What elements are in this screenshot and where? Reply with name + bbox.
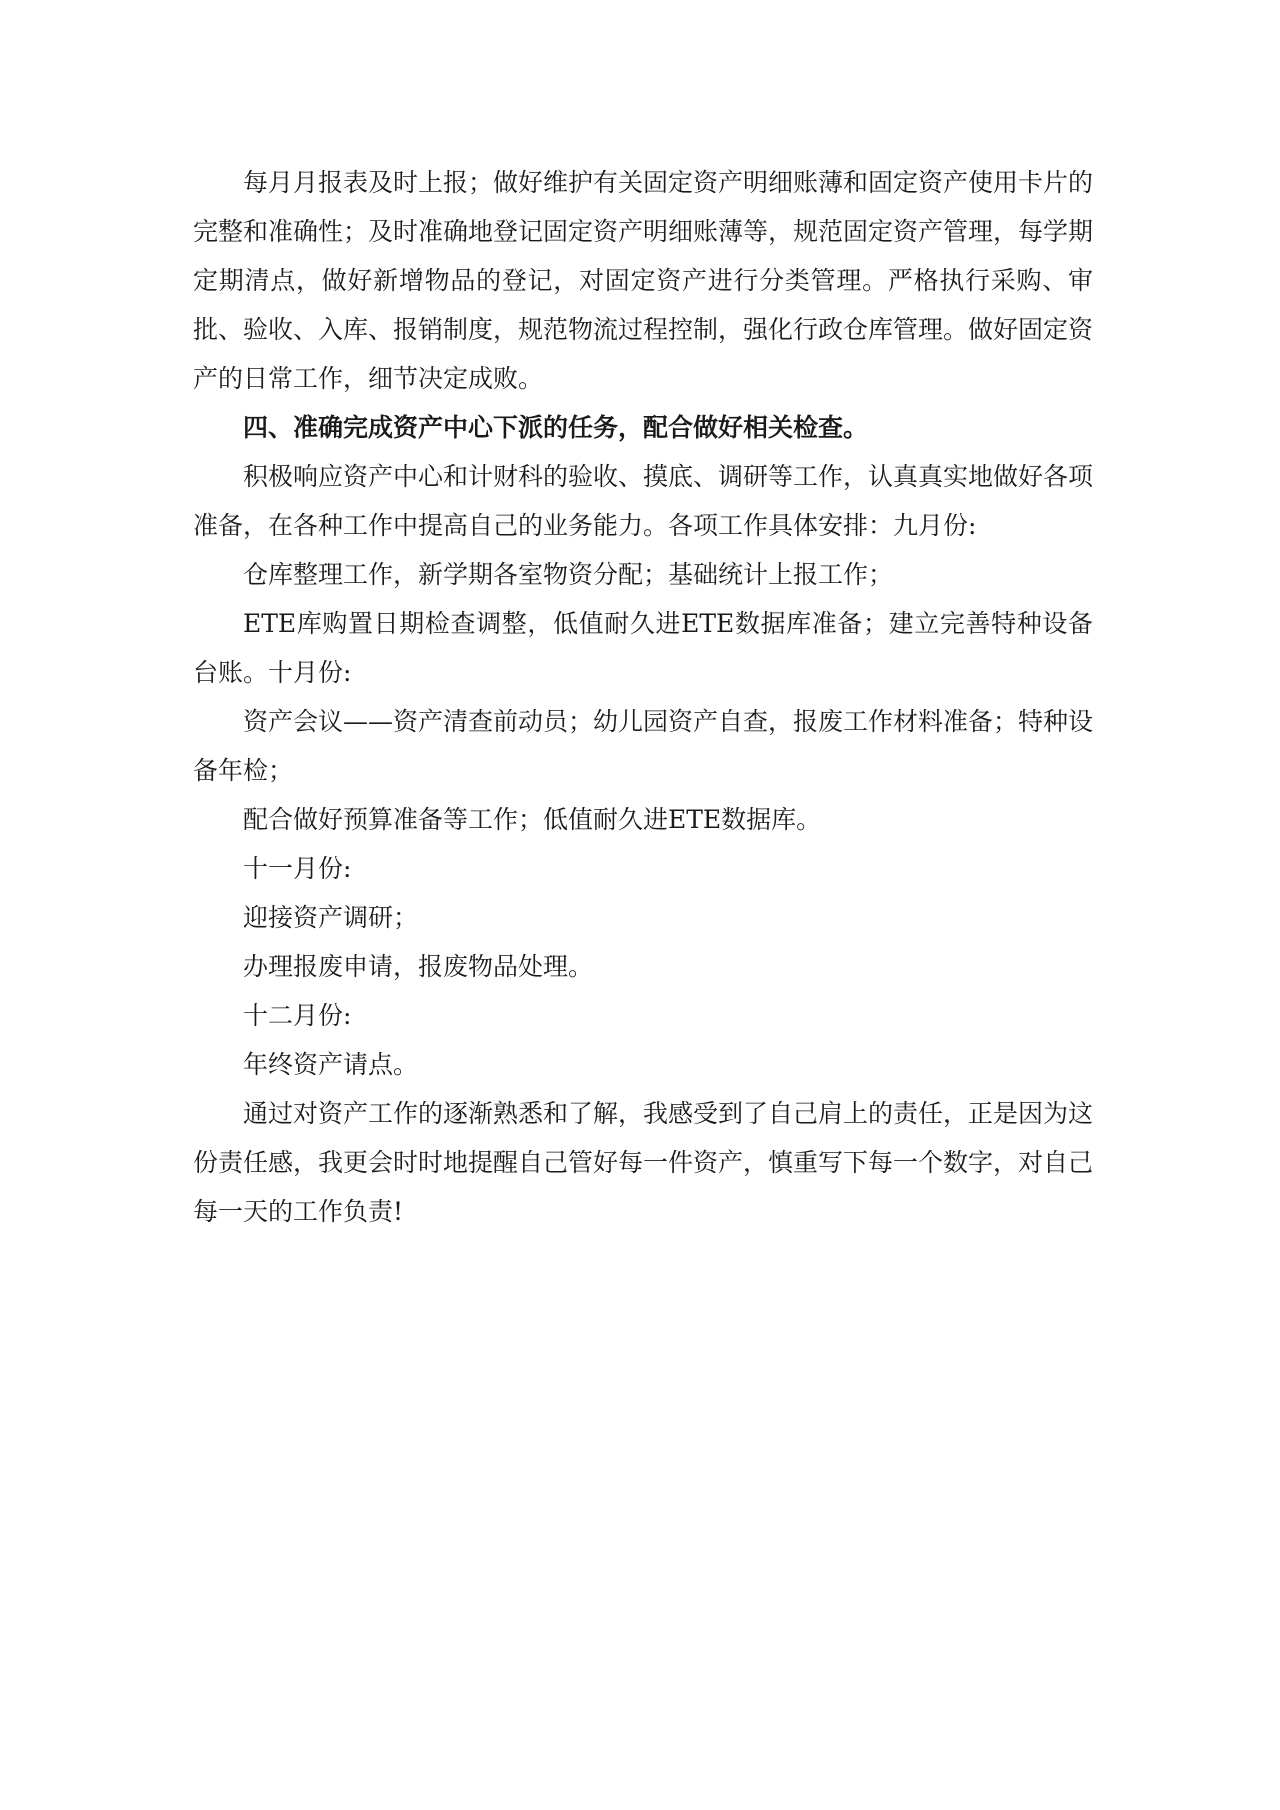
paragraph-october-meeting: 资产会议——资产清查前动员；幼儿园资产自查，报废工作材料准备；特种设备年检； [193, 707, 1094, 785]
paragraph-year-end-count: 年终资产请点。 [243, 1050, 419, 1079]
paragraph-december-label: 十二月份: [243, 1001, 352, 1030]
document-body [193, 158, 1093, 1236]
paragraph-asset-survey: 迎接资产调研； [243, 903, 419, 932]
paragraph-cooperation: 积极响应资产中心和计财科的验收、摸底、调研等工作，认真真实地做好各项准备，在各种工作中提高自己的业务能力。各项工作具体安排：九月份: [193, 462, 1094, 540]
paragraph-budget-prep: 配合做好预算准备等工作；低值耐久进ETE数据库。 [243, 805, 822, 834]
paragraph-ete-database: ETE库购置日期检查调整，低值耐久进ETE数据库准备；建立完善特种设备台账。十月份: [193, 609, 1093, 687]
section-heading-four: 四、准确完成资产中心下派的任务，配合做好相关检查。 [243, 413, 869, 442]
paragraph-conclusion: 通过对资产工作的逐渐熟悉和了解，我感受到了自己肩上的责任，正是因为这份责任感，我更会时时地提醒自己管好每一件资产，慎重写下每一个数字，对自己每一天的工作负责! [193, 1099, 1094, 1226]
paragraph-scrap-handling: 办理报废申请，报废物品处理。 [243, 952, 594, 981]
paragraph-november-label: 十一月份: [243, 854, 352, 883]
paragraph-september-warehouse: 仓库整理工作，新学期各室物资分配；基础统计上报工作； [243, 560, 894, 589]
paragraph-fixed-assets: 每月月报表及时上报；做好维护有关固定资产明细账薄和固定资产使用卡片的完整和准确性；及时准确地登记固定资产明细账薄等，规范固定资产管理，每学期定期清点，做好新增物品的登记，对固定资产进行分类管理。严格执行采购、审批、验收、入库、报销制度，规范物流过程控制，强化行政仓库管理。做好固定资产的日常工作，细节决定成败。 [193, 168, 1094, 393]
